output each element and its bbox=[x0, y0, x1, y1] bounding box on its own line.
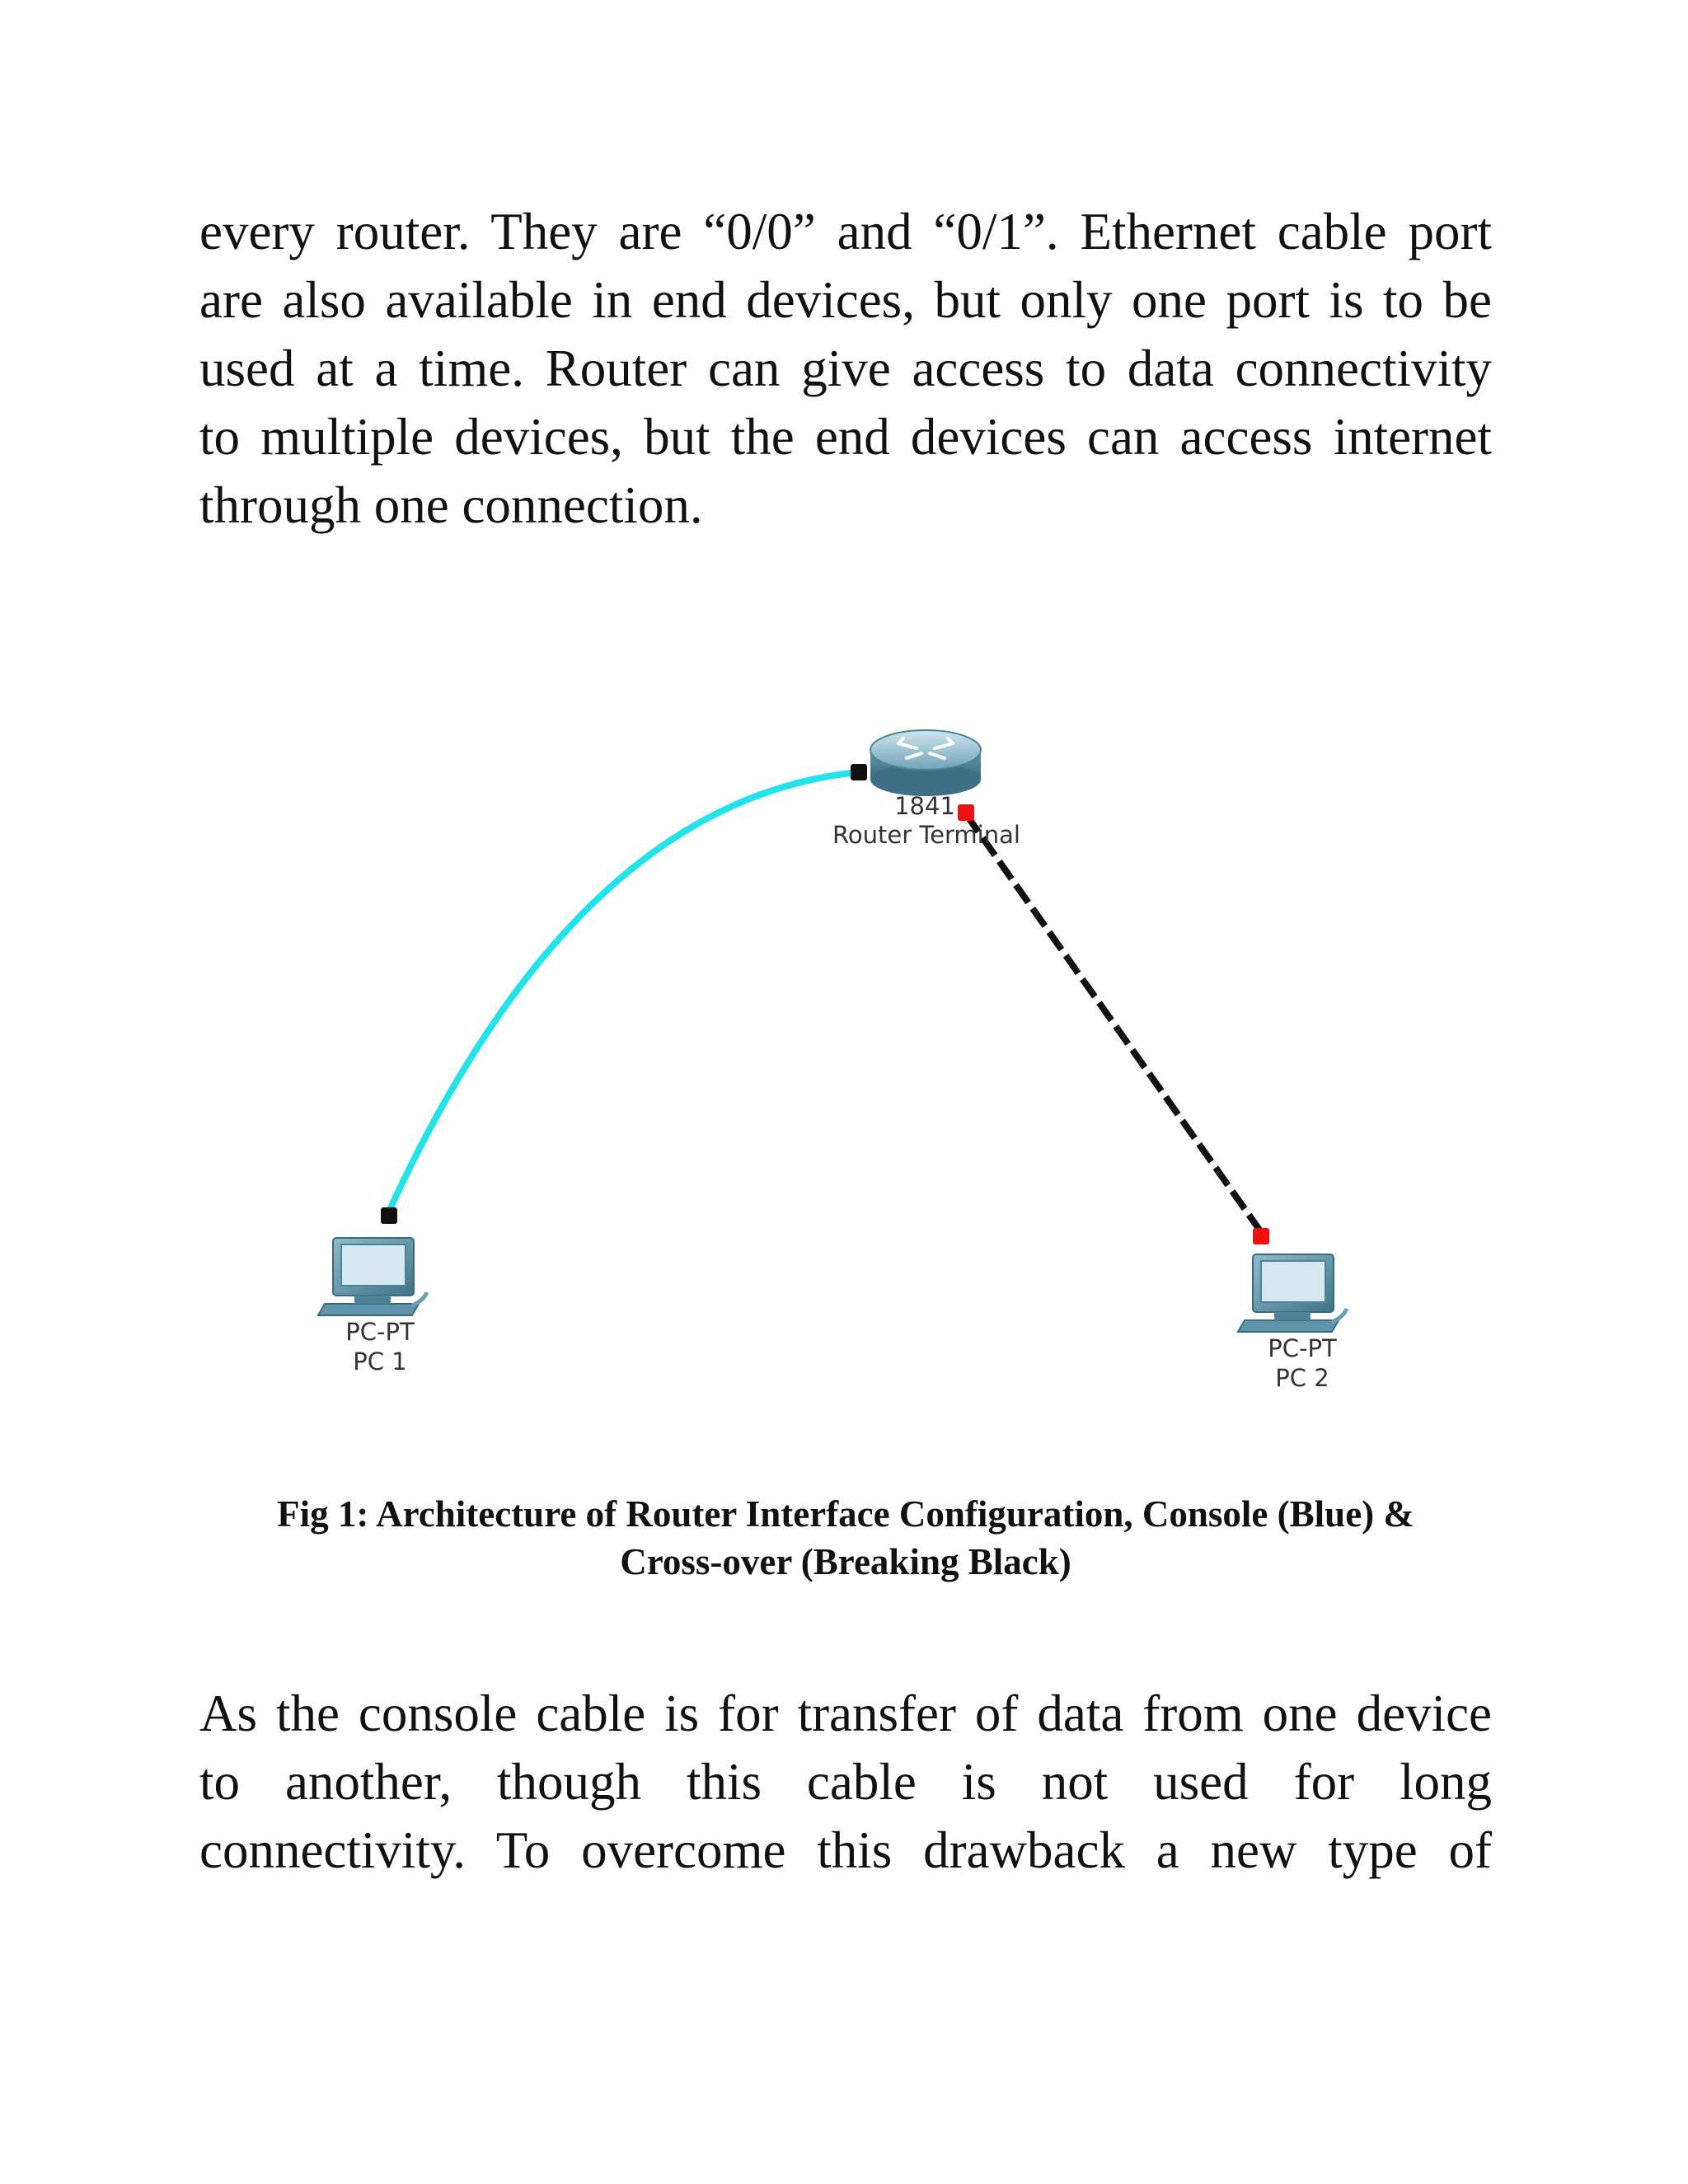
console-endpoint-router bbox=[851, 764, 867, 780]
crossover-endpoint-pc2 bbox=[1253, 1228, 1269, 1244]
console-endpoint-pc1 bbox=[381, 1207, 397, 1224]
figure-caption bbox=[199, 1490, 1492, 1586]
paragraph-line: used at a time. Router can give access to data connectivity bbox=[199, 340, 1492, 397]
paragraph-line: every router. They are “0/0” and “0/1”. Ethernet cable port bbox=[199, 203, 1492, 260]
pc1-type-label: PC-PT bbox=[345, 1318, 415, 1346]
paragraph-line: connectivity. To overcome this drawback a new type of bbox=[199, 1821, 1492, 1879]
pc1-computer-icon bbox=[318, 1238, 427, 1315]
pc2-name-label: PC 2 bbox=[1275, 1364, 1329, 1392]
network-diagram bbox=[0, 709, 1688, 1409]
pc2-computer-icon bbox=[1238, 1254, 1347, 1332]
router-name-label: Router Terminal bbox=[832, 821, 1020, 849]
pc1-name-label: PC 1 bbox=[353, 1347, 407, 1376]
router-icon bbox=[870, 730, 981, 796]
paragraph-line: to another, though this cable is not used for long bbox=[199, 1753, 1492, 1811]
crossover-endpoint-router bbox=[958, 804, 974, 821]
paragraph-line: As the console cable is for transfer of data from one device bbox=[199, 1685, 1492, 1742]
body-paragraph-top bbox=[199, 198, 1492, 540]
paragraph-line: through one connection. bbox=[199, 476, 703, 534]
pc2-type-label: PC-PT bbox=[1268, 1334, 1337, 1362]
paragraph-line: are also available in end devices, but only one port is to be bbox=[199, 271, 1492, 329]
router-model-label: 1841 bbox=[894, 792, 955, 820]
crossover-cable bbox=[966, 814, 1265, 1238]
console-cable bbox=[387, 772, 859, 1215]
body-paragraph-bottom bbox=[199, 1680, 1492, 1885]
caption-line: Fig 1: Architecture of Router Interface Configuration, Console (Blue) & bbox=[277, 1493, 1414, 1535]
caption-line: Cross-over (Breaking Black) bbox=[620, 1541, 1071, 1582]
paragraph-line: to multiple devices, but the end devices can access internet bbox=[199, 408, 1492, 466]
